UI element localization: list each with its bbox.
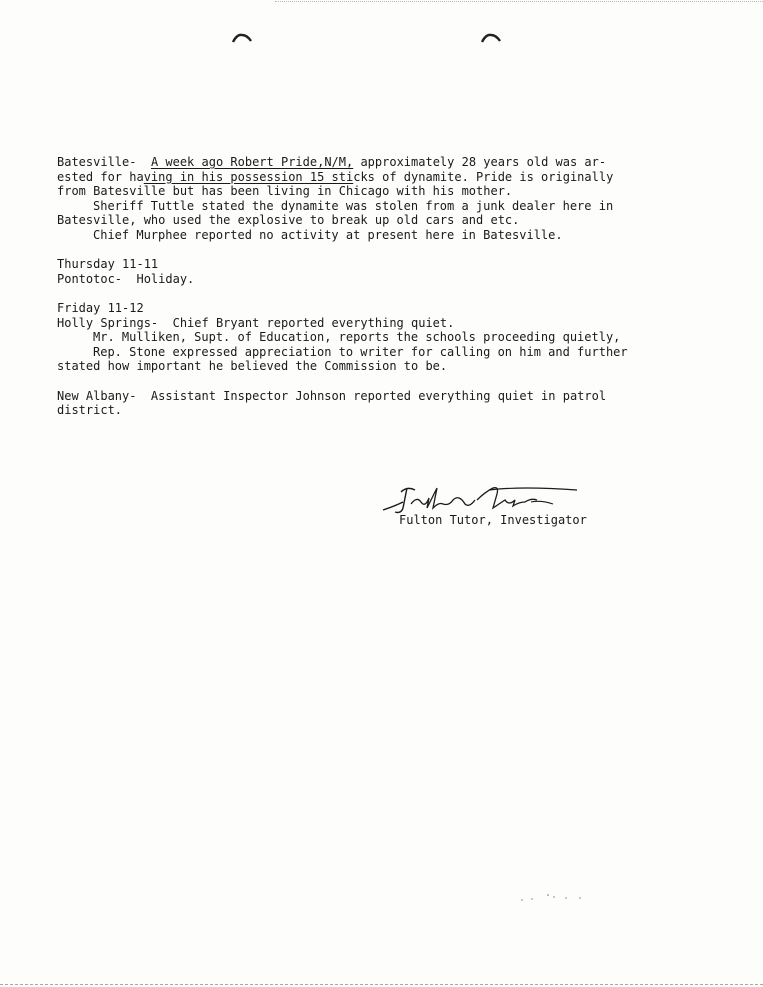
friday-line-2: Mr. Mulliken, Supt. of Education, reports the schools proceeding quietly, (93, 330, 621, 345)
hole-punch-mark-right (480, 32, 502, 44)
friday-line-3: Rep. Stone expressed appreciation to writer for calling on him and further (93, 344, 628, 359)
batesville-line-3: from Batesville but has been living in Chicago with his mother. (57, 184, 513, 199)
handwritten-signature (381, 478, 581, 518)
thursday-pontotoc: Pontotoc- Holiday. (57, 271, 195, 286)
signature-name-title: Fulton Tutor, Investigator (399, 513, 587, 527)
new-albany-line-1: New Albany- Assistant Inspector Johnson reported everything quiet in patrol (57, 388, 607, 403)
friday-line-1: Holly Springs- Chief Bryant reported everything quiet. (57, 315, 455, 330)
batesville-line-4: Sheriff Tuttle stated the dynamite was stolen from a junk dealer here in (93, 198, 614, 213)
hole-punch-mark-left (231, 32, 253, 44)
thursday-date: Thursday 11-11 (57, 257, 159, 272)
report-body (57, 155, 657, 418)
bottom-edge-rule (0, 984, 763, 985)
scan-specks (518, 892, 588, 902)
batesville-line-6: Chief Murphee reported no activity at present here in Batesville. (93, 227, 563, 242)
new-albany-line-2: district. (57, 403, 123, 418)
batesville-line-1: Batesville- A week ago Robert Pride,N/M, approximately 28 years old was ar- (57, 155, 607, 169)
top-edge-dots (275, 1, 763, 2)
batesville-line-2: ested for having in his possession 15 sticks of dynamite. Pride is originally (57, 169, 614, 184)
batesville-line-5: Batesville, who used the explosive to break up old cars and etc. (57, 213, 520, 228)
friday-line-4: stated how important he believed the Commission to be. (57, 359, 448, 374)
friday-date: Friday 11-12 (57, 300, 144, 315)
